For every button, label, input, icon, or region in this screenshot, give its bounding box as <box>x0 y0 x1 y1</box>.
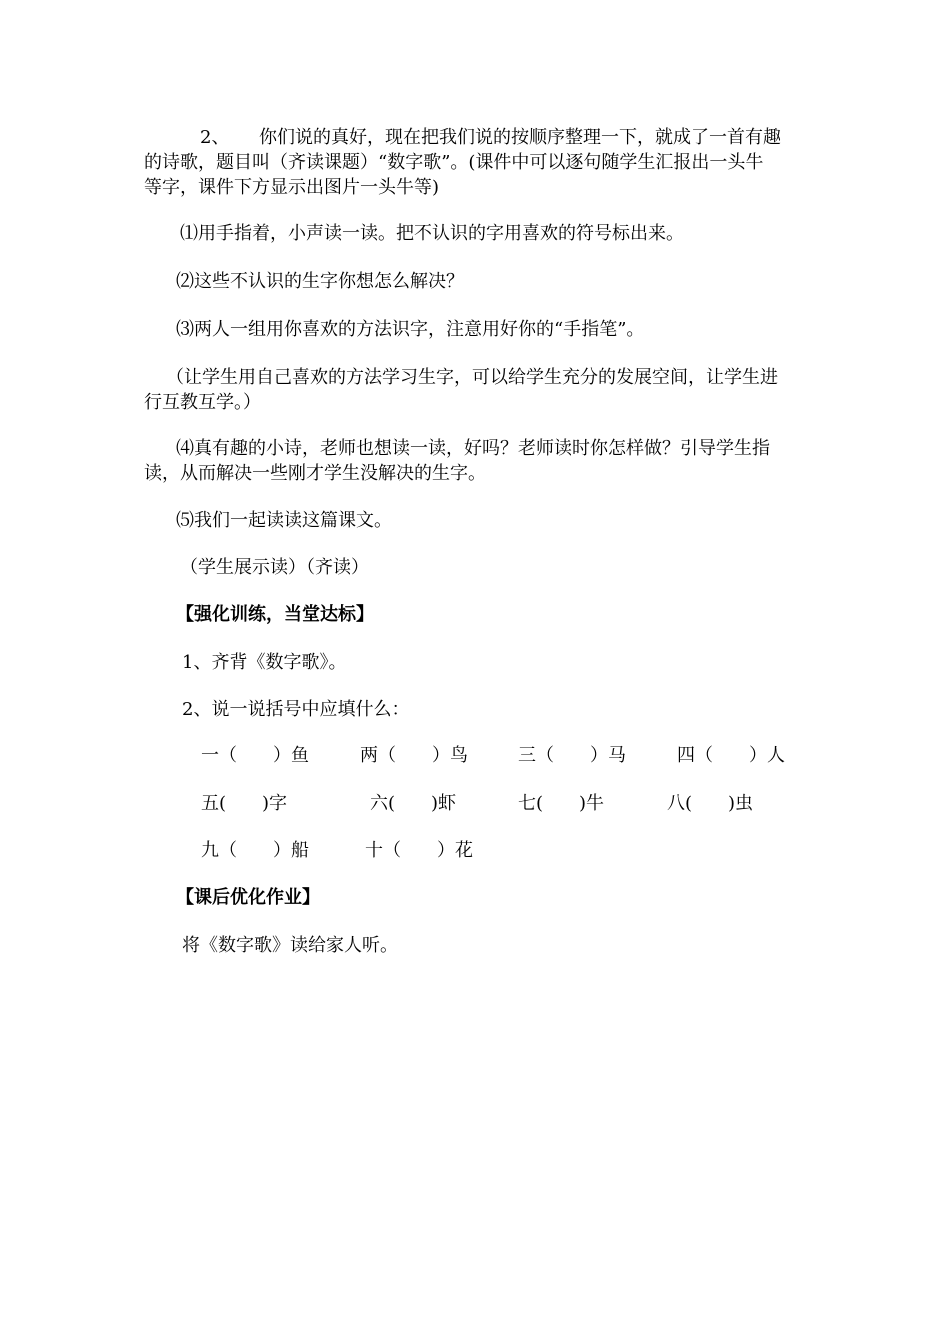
fill-blank-item: 两（ ）鸟 <box>360 745 468 766</box>
step-2: ⑵这些不认识的生字你想怎么解决？ <box>176 271 464 292</box>
fill-blank-item: 八( )虫 <box>667 793 754 814</box>
fill-blank-item: 四（ ）人 <box>677 745 785 766</box>
fill-blank-item: 六( )虾 <box>370 793 457 814</box>
section-heading: 【强化训练，当堂达标】 <box>176 604 374 625</box>
paragraph-line: 你们说的真好，现在把我们说的按顺序整理一下，就成了一首有趣 <box>259 127 781 148</box>
teacher-note: 行互教互学。） <box>144 392 261 413</box>
fill-blank-item: 十（ ）花 <box>365 840 473 861</box>
paragraph-line: 的诗歌，题目叫（齐读课题）“数字歌”。(课件中可以逐句随学生汇报出一头牛 <box>144 152 764 173</box>
homework-text: 将《数字歌》读给家人听。 <box>182 935 398 956</box>
fill-blank-item: 三（ ）马 <box>518 745 626 766</box>
fill-blank-item: 七( )牛 <box>518 793 605 814</box>
fill-blank-item: 一（ ）鱼 <box>201 745 309 766</box>
exercise-2: 2、说一说括号中应填什么： <box>182 699 410 720</box>
step-6: （学生展示读）（齐读） <box>180 557 369 578</box>
exercise-1: 1、齐背《数字歌》。 <box>182 652 347 673</box>
step-4: ⑷真有趣的小诗，老师也想读一读，好吗？老师读时你怎样做？引导学生指 <box>176 438 770 459</box>
section-heading: 【课后优化作业】 <box>176 887 320 908</box>
paragraph-line: 等字，课件下方显示出图片一头牛等) <box>144 177 440 198</box>
fill-blank-item: 五( )字 <box>201 793 288 814</box>
step-number: 2、 <box>200 127 230 148</box>
step-3: ⑶两人一组用你喜欢的方法识字，注意用好你的“手指笔”。 <box>176 319 645 340</box>
fill-blank-item: 九（ ）船 <box>201 840 309 861</box>
step-4: 读，从而解决一些刚才学生没解决的生字。 <box>144 463 486 484</box>
teacher-note: （让学生用自己喜欢的方法学习生字，可以给学生充分的发展空间，让学生进 <box>166 367 778 388</box>
step-1: ⑴用手指着，小声读一读。把不认识的字用喜欢的符号标出来。 <box>180 223 684 244</box>
step-5: ⑸我们一起读读这篇课文。 <box>176 510 392 531</box>
